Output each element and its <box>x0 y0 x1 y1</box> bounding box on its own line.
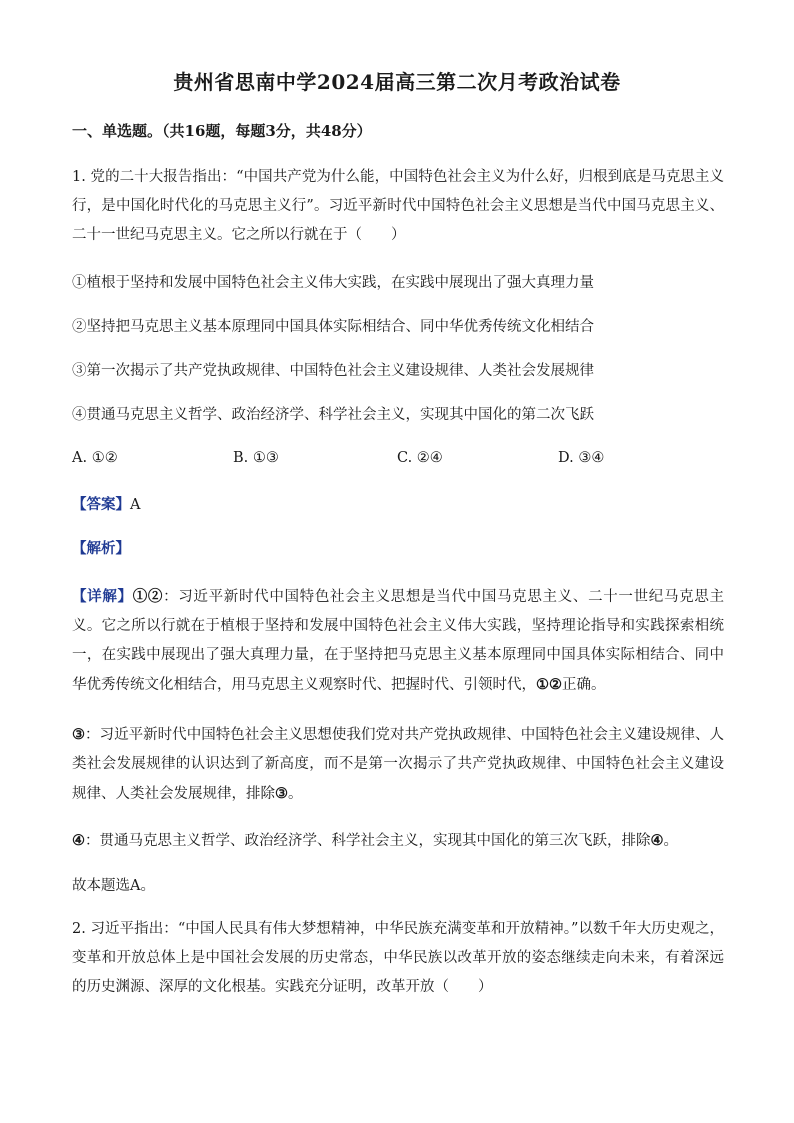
question-2-text: 2. 习近平指出：“中国人民具有伟大梦想精神，中华民族充满变革和开放精神。”以数千年大历史观之，变革和开放总体上是中国社会发展的历史常态，中华民族以改革开放的姿态继续走向未来，有着深远的历史渊源、深厚的文化根基。实践充分证明，改革开放（ ） <box>72 921 724 995</box>
option-2: ②坚持把马克思主义基本原理同中国具体实际相结合、同中华优秀传统文化相结合 <box>72 319 594 335</box>
answer-line <box>72 495 140 515</box>
choice-d: D. ③④ <box>558 450 605 466</box>
analysis-point-4 <box>72 826 724 856</box>
detail-end-mark: ①② <box>536 676 562 693</box>
point-3-end: 。 <box>288 786 303 802</box>
question-1-stem <box>72 163 724 250</box>
answer-tag: 【答案】 <box>72 496 130 513</box>
analysis-line <box>72 539 130 559</box>
analysis-tag: 【解析】 <box>72 540 130 557</box>
detail-lead: ①② <box>132 588 164 605</box>
detail-paragraph <box>72 582 724 700</box>
option-3: ③第一次揭示了共产党执政规律、中国特色社会主义建设规律、人类社会发展规律 <box>72 363 594 379</box>
detail-tag: 【详解】 <box>72 588 133 605</box>
point-3-lead: ③ <box>72 726 86 743</box>
option-4: ④贯通马克思主义哲学、政治经济学、科学社会主义，实现其中国化的第二次飞跃 <box>72 407 594 423</box>
detail-end: 正确。 <box>562 677 606 693</box>
analysis-point-3 <box>72 720 724 809</box>
section-heading: 一、单选题。（共16题，每题3分，共48分） <box>72 122 372 140</box>
question-1-text: 1. 党的二十大报告指出：“中国共产党为什么能，中国特色社会主义为什么好，归根到底是马克思主义行，是中国化时代化的马克思主义行”。习近平新时代中国特色社会主义思想是当代中国马克思主义、二十一世纪马克思主义。它之所以行就在于（ ） <box>72 169 724 243</box>
detail-text: ：习近平新时代中国特色社会主义思想是当代中国马克思主义、二十一世纪马克思主义。它之所以行就在于植根于坚持和发展中国特色社会主义伟大实践，坚持理论指导和实践探索相统一，在实践中展现出了强大真理力量，在于坚持把马克思主义基本原理同中国具体实际相结合、同中华优秀传统文化相结合，用马克思主义观察时代、把握时代、引领时代， <box>72 589 725 693</box>
point-4-lead: ④ <box>72 832 85 849</box>
answer-value: A <box>130 497 141 513</box>
point-3-mark: ③ <box>275 785 288 802</box>
point-4-text: ：贯通马克思主义哲学、政治经济学、科学社会主义，实现其中国化的第三次飞跃，排除 <box>85 833 651 849</box>
question-2-stem <box>72 915 724 1002</box>
choice-b: B. ①③ <box>233 450 279 466</box>
choice-c: C. ②④ <box>397 450 443 466</box>
page-title: 贵州省思南中学2024届高三第二次月考政治试卷 <box>173 70 621 94</box>
point-4-mark: ④ <box>650 832 664 849</box>
choice-a: A. ①② <box>72 450 118 466</box>
point-3-text: ：习近平新时代中国特色社会主义思想使我们党对共产党执政规律、中国特色社会主义建设规律、人类社会发展规律的认识达到了新高度，而不是第一次揭示了共产党执政规律、中国特色社会主义建设规律、人类社会发展规律，排除 <box>72 727 725 802</box>
point-4-end: 。 <box>663 833 678 849</box>
conclusion: 故本题选A。 <box>72 878 155 894</box>
option-1: ①植根于坚持和发展中国特色社会主义伟大实践，在实践中展现出了强大真理力量 <box>72 275 594 291</box>
answer-choices <box>72 450 724 472</box>
